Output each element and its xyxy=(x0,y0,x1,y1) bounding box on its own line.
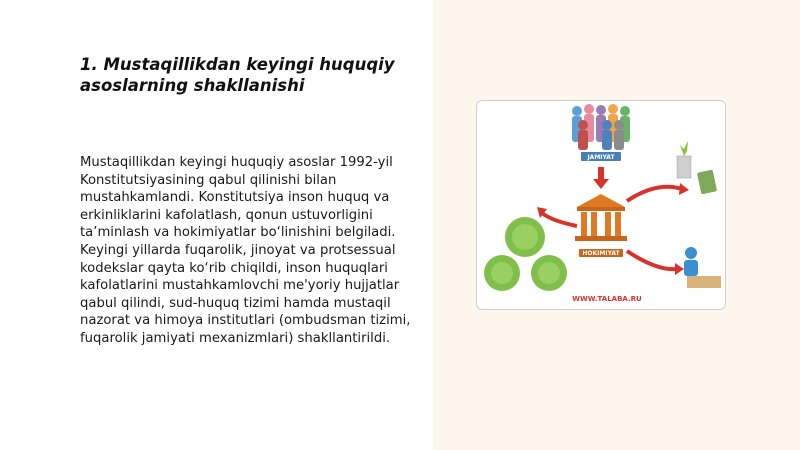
person-at-desk-icon xyxy=(684,247,721,288)
center-label: HOKIMIYAT xyxy=(582,250,620,257)
arrow-head-bottom-right xyxy=(675,263,684,275)
people-group-icon xyxy=(572,104,630,150)
diagram-illustration xyxy=(477,101,725,309)
curved-arrow-bottom-right xyxy=(627,251,677,269)
government-building-icon xyxy=(575,194,627,241)
society-government-diagram xyxy=(476,100,726,310)
watermark-logo: WWW.TALABA.RU xyxy=(572,295,642,303)
gears-cluster-icon xyxy=(484,217,567,291)
down-arrow-icon xyxy=(593,167,609,189)
curved-arrow-left xyxy=(542,213,577,226)
slide-body-text: Mustaqillikdan keyingi huquqiy asoslar 1992-yil Konstitutsiyasining qabul qilinishi bilan mustahkamlandi. Konstitutsiya inson huquq va erkinliklarini kafolatlash, qonun ustuvorligini ta’minlash va hokimiyatlar bo‘linishini belgiladi. Keyingi yillarda fuqarolik, jinoyat va protsessual kodekslar qayta ko‘rib chiqildi, inson huquqlari kafolatlarini mustahkamlovchi me'yoriy hujjatlar qabul qilindi, sud-huquq tizimi hamda mustaqil nazorat va himoya institutlari (ombudsman tizimi, fuqarolik jamiyati mexanizmlari) shakllantirildi. xyxy=(80,155,411,346)
top-label: JAMIYAT xyxy=(587,154,615,161)
arrow-head-top-right xyxy=(679,183,689,195)
slide-title: 1. Mustaqillikdan keyingi huquqiy asoslarning shakllanishi xyxy=(80,55,395,95)
curved-arrow-top-right xyxy=(627,187,682,201)
